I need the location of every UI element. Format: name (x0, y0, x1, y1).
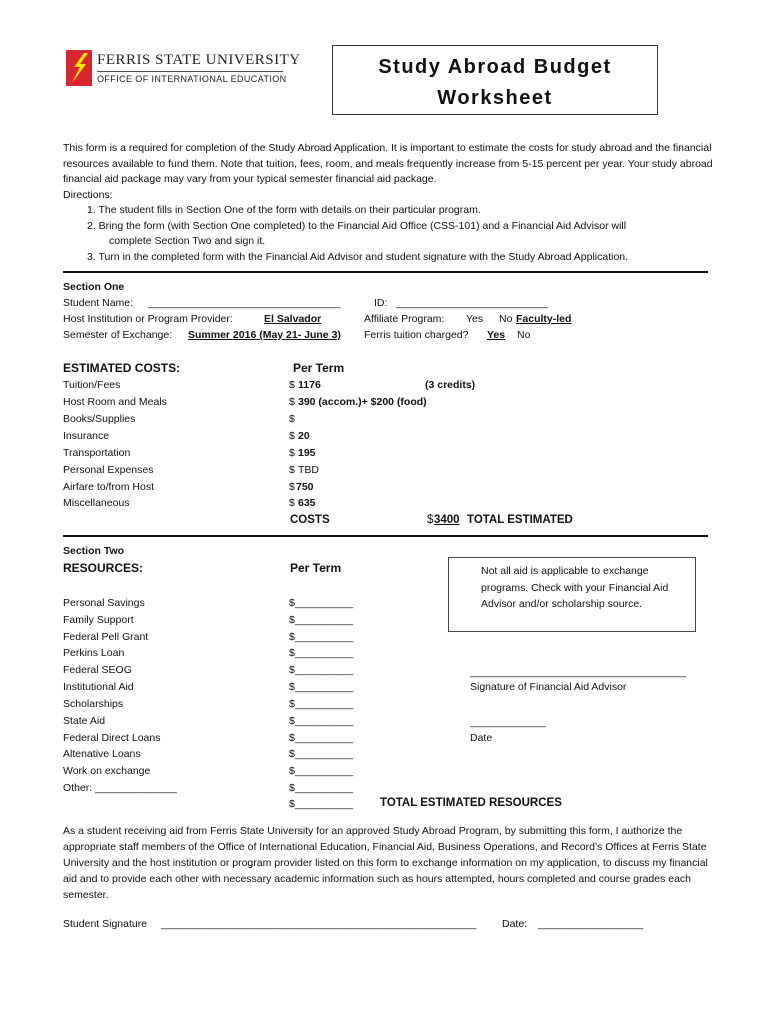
resource-label: Work on exchange (63, 765, 151, 777)
university-logo-icon (66, 50, 92, 86)
resource-label: Personal Savings (63, 597, 145, 609)
costs-total-label: COSTS (290, 514, 330, 526)
cost-dollar: $ (289, 464, 295, 476)
intro-block (63, 141, 713, 265)
cost-value: TBD (298, 464, 319, 476)
aid-note-text: Not all aid is applicable to exchange programs. Check with your Financial Aid Advisor and/or scholarship source. (481, 565, 669, 610)
student-date-label: Date: (502, 918, 528, 930)
logo-office-name: OFFICE OF INTERNATIONAL EDUCATION (97, 74, 287, 84)
resource-label: Altenative Loans (63, 748, 141, 760)
resources-per-term-heading: Per Term (290, 561, 342, 575)
cost-note: (3 credits) (425, 379, 476, 391)
advisor-signature-field[interactable]: _____________________________________ (470, 666, 687, 678)
student-signature-label: Student Signature (63, 918, 148, 930)
estimated-costs-heading: ESTIMATED COSTS: (63, 361, 181, 375)
advisor-signature-label: Signature of Financial Aid Advisor (470, 681, 627, 693)
cost-label: Personal Expenses (63, 464, 154, 476)
cost-label: Airfare to/from Host (63, 481, 155, 493)
student-date-field[interactable]: __________________ (538, 918, 644, 930)
resource-amount-field[interactable]: $__________ (289, 732, 354, 744)
resource-amount-field[interactable]: $__________ (289, 664, 354, 676)
direction-item: 3. Turn in the completed form with the Financial Aid Advisor and student signature with the Study Abroad Application. (87, 250, 629, 263)
resource-amount-field[interactable]: $__________ (289, 681, 354, 693)
total-dollar: $ (427, 514, 434, 526)
affiliate-no: No (499, 313, 513, 325)
semester-value: Summer 2016 (May 21- June 3) (188, 329, 341, 341)
resource-amount-field[interactable]: $__________ (289, 614, 354, 626)
resource-amount-field[interactable]: $__________ (289, 698, 354, 710)
cost-value: 20 (298, 430, 310, 442)
cost-label: Host Room and Meals (63, 396, 167, 408)
resource-amount-field[interactable]: $__________ (289, 597, 354, 609)
direction-item: 2. Bring the form (with Section One completed) to the Financial Aid Office (CSS-101) and a Financial Aid Advisor will (87, 219, 627, 232)
resource-label: Scholarships (63, 698, 124, 710)
affiliate-value: Faculty-led (516, 313, 572, 325)
intro-paragraph: This form is a required for completion of the Study Abroad Application. It is important to estimate the costs for study abroad and the financial resources available to fund them. Note that tuition, fees, room, and meals frequently increase from 5-15 percent per year. Your study abroad financial aid package may vary from your typical semester financial aid package. (63, 142, 713, 185)
logo-divider (97, 71, 283, 72)
semester-label: Semester of Exchange: (63, 329, 173, 341)
resource-amount-field[interactable]: $__________ (289, 647, 354, 659)
affiliate-yes: Yes (466, 313, 484, 325)
total-estimated-label: TOTAL ESTIMATED (467, 514, 573, 526)
authorization-paragraph: As a student receiving aid from Ferris State University for an approved Study Abroad Program, by submitting this form, I authorize the appropriate staff members of the Office of International Education, Financial Aid, Business Operations, and Record’s Offices at Ferris State University and the host institution or program provider listed on this form to exchange information on my application, to discuss my financial aid and to provide each other with necessary academic information such as hours attempted, hours completed and course grades each semester. (63, 825, 708, 901)
resource-label: Federal Direct Loans (63, 732, 161, 744)
resource-label: Federal Pell Grant (63, 631, 149, 643)
section-divider (63, 271, 708, 273)
total-costs-value: 3400 (434, 514, 460, 526)
direction-item: 1. The student fills in Section One of the form with details on their particular program. (87, 204, 481, 216)
id-field[interactable]: __________________________ (396, 297, 548, 309)
section-one-heading: Section One (63, 281, 125, 293)
cost-dollar: $ (289, 413, 295, 425)
title-box (332, 45, 658, 115)
cost-dollar: $ (289, 497, 295, 509)
resource-label: Family Support (63, 614, 134, 626)
cost-dollar: $ (289, 447, 295, 459)
resource-amount-field[interactable]: $__________ (289, 631, 354, 643)
host-value: El Salvador (264, 313, 322, 325)
aid-note-box (448, 557, 696, 632)
advisor-date-label: Date (470, 732, 493, 744)
student-name-label: Student Name: (63, 297, 134, 309)
resource-label: Perkins Loan (63, 647, 125, 659)
student-signature-field[interactable]: ______________________________________________________ (161, 918, 477, 930)
id-label: ID: (374, 297, 388, 309)
tuition-charged-label: Ferris tuition charged? (364, 329, 469, 341)
tuition-charged-no: No (517, 329, 531, 341)
cost-label: Transportation (63, 447, 131, 459)
resources-heading: RESOURCES: (63, 561, 144, 575)
cost-value: 635 (298, 497, 316, 509)
host-label: Host Institution or Program Provider: (63, 313, 233, 325)
section-two-heading: Section Two (63, 545, 125, 557)
total-resources-field[interactable]: $__________ (289, 798, 354, 810)
cost-value: 1176 (298, 379, 321, 391)
cost-dollar: $ (289, 481, 295, 493)
resource-amount-field[interactable]: $__________ (289, 782, 354, 794)
cost-label: Insurance (63, 430, 110, 442)
advisor-date-field[interactable]: _____________ (470, 716, 546, 728)
cost-dollar: $ (289, 379, 295, 391)
directions-label: Directions: (63, 188, 113, 201)
logo-university-name: FERRIS STATE UNIVERSITY (97, 52, 301, 68)
title-line-2: Worksheet (437, 87, 553, 109)
affiliate-label: Affiliate Program: (364, 313, 445, 325)
resource-amount-field[interactable]: $__________ (289, 748, 354, 760)
cost-value: 750 (296, 481, 314, 493)
student-name-field[interactable]: _________________________________ (148, 297, 341, 309)
total-resources-label: TOTAL ESTIMATED RESOURCES (380, 797, 562, 809)
cost-label: Books/Supplies (63, 413, 136, 425)
cost-label: Tuition/Fees (63, 379, 121, 391)
costs-per-term-heading: Per Term (293, 361, 345, 375)
cost-label: Miscellaneous (63, 497, 130, 509)
resource-amount-field[interactable]: $__________ (289, 765, 354, 777)
cost-value: 195 (298, 447, 316, 459)
resource-label: Federal SEOG (63, 664, 132, 676)
direction-item: complete Section Two and sign it. (109, 235, 266, 247)
tuition-charged-yes: Yes (487, 329, 506, 341)
resource-other-field[interactable]: Other: ______________ (63, 782, 177, 794)
cost-dollar: $ (289, 430, 295, 442)
resource-label: Institutional Aid (63, 681, 134, 693)
resource-label: State Aid (63, 715, 106, 727)
section-divider (63, 535, 708, 537)
cost-dollar: $ (289, 396, 295, 408)
cost-value: 390 (accom.)+ $200 (food) (298, 396, 427, 408)
resource-amount-field[interactable]: $__________ (289, 715, 354, 727)
title-line-1: Study Abroad Budget (378, 56, 612, 78)
